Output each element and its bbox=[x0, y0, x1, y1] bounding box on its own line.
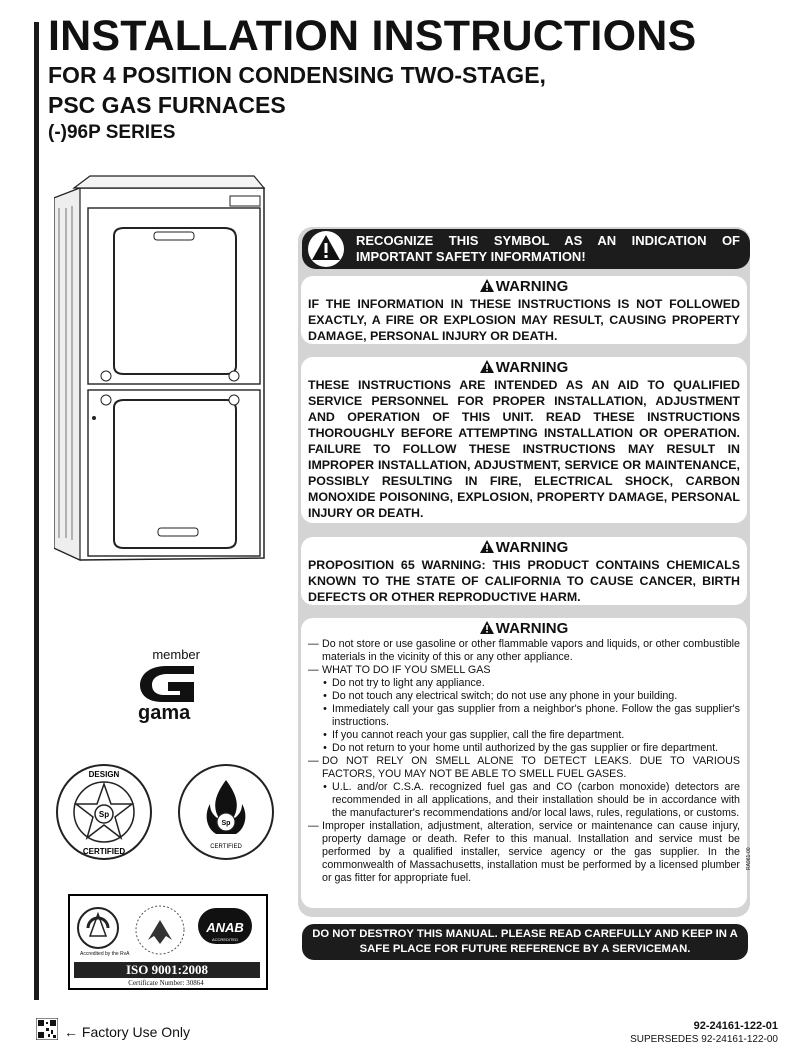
series-label: (-)96P SERIES bbox=[48, 122, 176, 143]
warning-label: WARNING bbox=[495, 539, 569, 556]
safety-alert-icon bbox=[306, 230, 346, 268]
csa-certified-seal-icon bbox=[176, 762, 276, 862]
list-item: • Do not try to light any appliance. bbox=[323, 677, 485, 689]
warning-text: PROPOSITION 65 WARNING: THIS PRODUCT CONTAINS CHEMICALS KNOWN TO THE STATE OF CALIFORNIA TO CAUSE CANCER, BIRTH DEFECTS OR OTHER REPRODUCTIVE HARM. bbox=[308, 558, 740, 604]
list-item: — Do not store or use gasoline or other flammable vapors and liquids, or other combustible materials in the vicinity of this or any other appliance. bbox=[308, 638, 740, 663]
anab-sub-text: ACCREDITED bbox=[211, 937, 239, 942]
subtitle-line-1: FOR 4 POSITION CONDENSING TWO-STAGE, bbox=[48, 62, 546, 88]
safety-symbol-notice: RECOGNIZE THIS SYMBOL AS AN INDICATION OF IMPORTANT SAFETY INFORMATION! bbox=[356, 233, 740, 264]
document-number: 92-24161-122-01 bbox=[693, 1020, 778, 1032]
warning-label: WARNING bbox=[495, 620, 569, 637]
seal-design-text: DESIGN bbox=[88, 770, 120, 779]
warning-title bbox=[308, 539, 740, 557]
side-code: RA961-00 bbox=[746, 847, 752, 870]
keep-manual-notice: DO NOT DESTROY THIS MANUAL. PLEASE READ CAREFULLY AND KEEP IN A SAFE PLACE FOR FUTURE REFERENCE BY A SERVICEMAN. bbox=[302, 924, 748, 960]
list-item: — Improper installation, adjustment, alteration, service or maintenance can cause injury, property damage or death. Refer to this manual. Installation and service must be performed by a qualified installer, service agency or the gas supplier. In the commonwealth of Massachusetts, installation must be performed by a licensed plumber or gas fitter for appropriate fuel. bbox=[308, 820, 740, 884]
list-item: • Do not return to your home until authorized by the gas supplier or fire department. bbox=[323, 742, 719, 754]
iso-certificate-number: Certificate Number: 30864 bbox=[128, 979, 204, 987]
csa-certified-text: CERTIFIED bbox=[210, 844, 242, 850]
list-item: — DO NOT RELY ON SMELL ALONE TO DETECT LEAKS. DUE TO VARIOUS FACTORS, YOU MAY NOT BE ABLE TO SMELL FUEL GASES. bbox=[308, 755, 740, 780]
gama-g-icon bbox=[138, 664, 196, 704]
warning-text: IF THE INFORMATION IN THESE INSTRUCTIONS IS NOT FOLLOWED EXACTLY, A FIRE OR EXPLOSION MAY RESULT, CAUSING PROPERTY DAMAGE, PERSONAL INJURY OR DEATH. bbox=[308, 297, 740, 343]
subtitle-line-2: PSC GAS FURNACES bbox=[48, 92, 286, 118]
anab-text: ANAB bbox=[206, 920, 244, 935]
gama-member-text: member bbox=[152, 647, 200, 662]
warning-box-3 bbox=[301, 537, 747, 605]
warning-label: WARNING bbox=[495, 359, 569, 376]
factory-use-label: ← Factory Use Only bbox=[64, 1024, 191, 1040]
warning-triangle-icon bbox=[480, 540, 494, 553]
supersedes-label: SUPERSEDES 92-24161-122-00 bbox=[630, 1034, 778, 1045]
iso-standard-label: ISO 9001:2008 bbox=[74, 962, 260, 978]
warning-triangle-icon bbox=[480, 279, 494, 292]
gama-name-text: gama bbox=[138, 702, 191, 724]
warning-triangle-icon bbox=[480, 621, 494, 634]
list-item: • Do not touch any electrical switch; do not use any phone in your building. bbox=[323, 690, 678, 702]
warning-text: THESE INSTRUCTIONS ARE INTENDED AS AN AID TO QUALIFIED SERVICE PERSONNEL FOR PROPER INSTALLATION, ADJUSTMENT AND OPERATION OF THIS UNIT. READ THESE INSTRUCTIONS THOROUGHLY BEFORE ATTEMPTING INSTALLATION OR OPERATION. FAILURE TO FOLLOW THESE INSTRUCTIONS MAY RESULT IN IMPROPER INSTALLATION, ADJUSTMENT, SERVICE OR MAINTENANCE, POSSIBLY RESULTING IN FIRE, ELECTRICAL SHOCK, CARBON MONOXIDE POISONING, EXPLOSION, PROPERTY DAMAGE, PERSONAL INJURY OR DEATH. bbox=[308, 378, 740, 520]
left-rule bbox=[34, 22, 39, 1000]
iso-accredited-text: Accredited by the RvA bbox=[80, 951, 130, 957]
warning-triangle-icon bbox=[480, 360, 494, 373]
warning-box-2 bbox=[301, 357, 747, 523]
warning-title bbox=[308, 620, 740, 638]
qr-code-icon bbox=[36, 1018, 58, 1040]
warning-label: WARNING bbox=[495, 278, 569, 295]
svg-text:Sp: Sp bbox=[98, 810, 110, 819]
page-title: INSTALLATION INSTRUCTIONS bbox=[48, 12, 697, 60]
seal-certified-text: CERTIFIED bbox=[82, 847, 126, 856]
warning-title bbox=[308, 278, 740, 296]
svg-text:Sp: Sp bbox=[221, 820, 231, 827]
warning-box-4 bbox=[301, 618, 747, 908]
design-certified-seal-icon bbox=[54, 762, 154, 862]
warning-box-1 bbox=[301, 276, 747, 344]
warning-title bbox=[308, 359, 740, 377]
list-item: • Immediately call your gas supplier from a neighbor's phone. Follow the gas supplier's instructions. bbox=[323, 703, 740, 728]
list-item: • U.L. and/or C.S.A. recognized fuel gas and CO (carbon monoxide) detectors are recommended in all applications, and their installation should be in accordance with the manufacturer's recommendations and/or local laws, rules, regulations, or customs. bbox=[323, 781, 740, 819]
furnace-illustration bbox=[54, 168, 274, 568]
gas-safety-list bbox=[308, 638, 740, 885]
list-item: • If you cannot reach your gas supplier, call the fire department. bbox=[323, 729, 625, 741]
list-item: — WHAT TO DO IF YOU SMELL GAS bbox=[308, 664, 491, 676]
